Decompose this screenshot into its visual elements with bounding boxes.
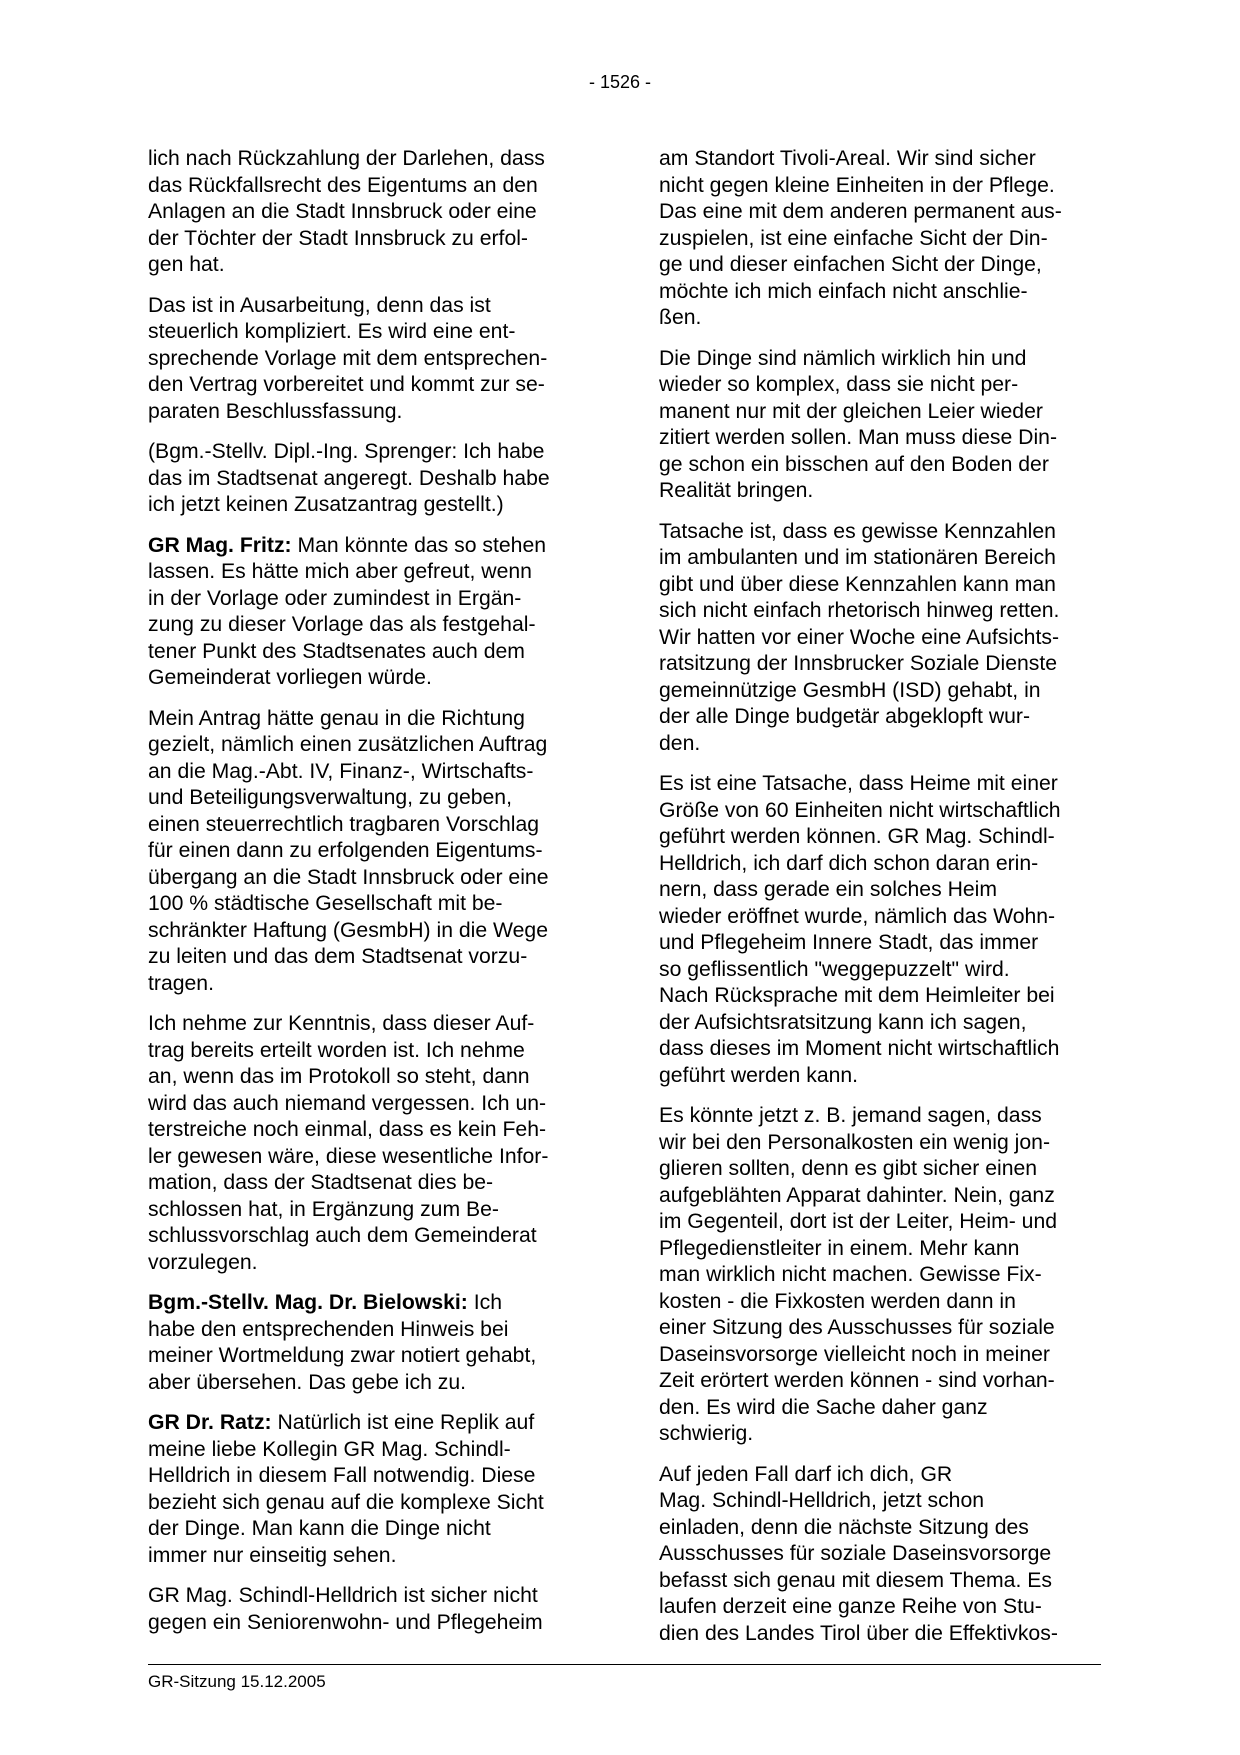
paragraph-line: ge und dieser einfachen Sicht der Dinge, [659,253,1042,276]
paragraph-line: Helldrich in diesem Fall notwendig. Diese [148,1464,536,1487]
paragraph-line: paraten Beschlussfassung. [148,399,403,423]
paragraph [148,293,586,426]
paragraph-line: Helldrich, ich darf dich schon daran erin- [659,851,1039,875]
paragraph-line: Pflegedienstleiter in einem. Mehr kann [659,1236,1020,1260]
paragraph-line: Größe von 60 Einheiten nicht wirtschaftlich [659,798,1061,822]
paragraph-line: kosten - die Fixkosten werden dann in [659,1289,1016,1313]
paragraph-line: schlossen hat, in Ergänzung zum Be- [148,1197,499,1221]
paragraph-line: schlussvorschlag auch dem Gemeinderat [148,1224,537,1247]
paragraph-line: gegen ein Seniorenwohn- und Pflegeheim [148,1610,543,1634]
paragraph-line: schwierig. [659,1422,754,1445]
speaker-name: Bgm.-Stellv. Mag. Dr. Bielowski: [148,1291,468,1314]
paragraph-line: bezieht sich genau auf die komplexe Sicht [148,1490,544,1514]
speaker-text: Natürlich ist eine Replik auf [271,1411,535,1434]
paragraph-line: der Dinge. Man kann die Dinge nicht [148,1517,491,1540]
paragraph-line: geführt werden kann. [659,1063,859,1087]
paragraph-line: Ausschusses für soziale Daseinsvorsorge [659,1542,1052,1565]
paragraph-line: lassen. Es hätte mich aber gefreut, wenn [148,560,532,583]
paragraph-line: terstreiche noch einmal, dass es kein Feh- [148,1118,547,1141]
paragraph-line: Es ist eine Tatsache, dass Heime mit einer [659,772,1058,795]
paragraph-line: das im Stadtsenat angeregt. Deshalb habe [148,466,550,490]
paragraph-line: ßen. [659,306,702,329]
paragraph [148,146,586,279]
paragraph-line: gen hat. [148,253,225,276]
page-number: - 1526 - [588,72,652,92]
paragraph-line: tragen. [148,971,214,995]
paragraph [148,1583,586,1636]
paragraph-line: ich jetzt keinen Zusatzantrag gestellt.) [148,493,504,516]
paragraph-line: für einen dann zu erfolgenden Eigentums- [148,839,543,862]
paragraph-line: und Beteiligungsverwaltung, zu geben, [148,786,512,809]
paragraph-line: Zeit erörtert werden können - sind vorhan- [659,1369,1055,1392]
paragraph-line: meiner Wortmeldung zwar notiert gehabt, [148,1344,537,1367]
paragraph-line: Gemeinderat vorliegen würde. [148,666,432,689]
paragraph-line [148,1290,586,1317]
paragraph-line: manent nur mit der gleichen Leier wieder [659,399,1043,423]
paragraph [659,1103,1097,1448]
paragraph-line: schränkter Haftung (GesmbH) in die Wege [148,918,548,942]
paragraph-line: Wir hatten vor einer Woche eine Aufsichts- [659,625,1059,649]
paragraph [148,706,586,998]
paragraph-line: Tatsache ist, dass es gewisse Kennzahlen [659,519,1056,543]
paragraph [148,1410,586,1569]
paragraph-line: wird das auch niemand vergessen. Ich un- [148,1091,547,1115]
paragraph-line: Ich nehme zur Kenntnis, dass dieser Auf- [148,1012,535,1035]
paragraph-line: den Vertrag vorbereitet und kommt zur se- [148,373,545,396]
paragraph-line: 100 % städtische Gesellschaft mit be- [148,892,503,915]
paragraph-line: glieren sollten, denn es gibt sicher einen [659,1157,1038,1180]
paragraph-line: zitiert werden sollen. Man muss diese Din- [659,426,1058,449]
paragraph-line: und Pflegeheim Innere Stadt, das immer [659,931,1039,954]
paragraph-line: den. [659,731,701,755]
paragraph-line: im ambulanten und im stationären Bereich [659,546,1056,569]
paragraph-line: meine liebe Kollegin GR Mag. Schindl- [148,1437,511,1461]
paragraph-line: wieder eröffnet wurde, nämlich das Wohn- [659,904,1056,928]
paragraph-line: zu leiten und das dem Stadtsenat vorzu- [148,945,528,968]
paragraph-line: Die Dinge sind nämlich wirklich hin und [659,346,1027,370]
footer-session-date: GR-Sitzung 15.12.2005 [148,1672,326,1691]
paragraph-line: der Aufsichtsratsitzung kann ich sagen, [659,1010,1027,1034]
paragraph-line: man wirklich nicht machen. Gewisse Fix- [659,1263,1042,1286]
paragraph-line: gemeinnützige GesmbH (ISD) gehabt, in [659,678,1041,702]
paragraph-line: GR Mag. Schindl-Helldrich ist sicher nicht [148,1584,538,1607]
speaker-name: GR Mag. Fritz: [148,533,292,557]
paragraph-line: einladen, denn die nächste Sitzung des [659,1515,1029,1539]
paragraph [659,146,1097,332]
paragraph [148,439,586,519]
paragraph-line: nicht gegen kleine Einheiten in der Pflege. [659,173,1055,197]
paragraph-line: an die Mag.-Abt. IV, Finanz-, Wirtschafts- [148,759,534,783]
paragraph-line: der alle Dinge budgetär abgeklopft wur- [659,705,1031,728]
paragraph-line: übergang an die Stadt Innsbruck oder eine [148,865,549,889]
paragraph-line: Mein Antrag hätte genau in die Richtung [148,706,525,730]
paragraph [659,519,1097,758]
paragraph-line: Nach Rücksprache mit dem Heimleiter bei [659,984,1055,1007]
paragraph-line: Realität bringen. [659,479,814,502]
paragraph-line: immer nur einseitig sehen. [148,1543,397,1567]
paragraph-line: im Gegenteil, dort ist der Leiter, Heim- und [659,1210,1058,1233]
right-column [659,146,1097,1661]
speaker-name: GR Dr. Ratz: [148,1411,272,1434]
paragraph-line: vorzulegen. [148,1250,258,1274]
paragraph-line: Das ist in Ausarbeitung, denn das ist [148,293,491,317]
paragraph-line: habe den entsprechenden Hinweis bei [148,1317,509,1341]
paragraph-line: Mag. Schindl-Helldrich, jetzt schon [659,1489,985,1512]
paragraph-line: aufgeblähten Apparat dahinter. Nein, ganz [659,1183,1055,1207]
paragraph-line: in der Vorlage oder zumindest in Ergän- [148,586,522,610]
paragraph-line: befasst sich genau mit diesem Thema. Es [659,1568,1052,1592]
paragraph-line: zuspielen, ist eine einfache Sicht der Din- [659,226,1048,250]
paragraph-line: Es könnte jetzt z. B. jemand sagen, dass [659,1104,1042,1127]
paragraph-line: so geflissentlich "weggepuzzelt" wird. [659,957,1010,981]
paragraph-line: Anlagen an die Stadt Innsbruck oder eine [148,200,537,223]
paragraph-line: an, wenn das im Protokoll so steht, dann [148,1065,530,1088]
paragraph-line: Das eine mit dem anderen permanent aus- [659,200,1062,223]
paragraph-line: der Töchter der Stadt Innsbruck zu erfol- [148,226,528,250]
paragraph-line: wir bei den Personalkosten ein wenig jon- [659,1130,1051,1154]
paragraph-line: steuerlich kompliziert. Es wird eine ent- [148,320,516,343]
paragraph-line: Daseinsvorsorge vielleicht noch in meiner [659,1342,1050,1366]
paragraph-line: lich nach Rückzahlung der Darlehen, dass [148,147,545,170]
paragraph-line: einer Sitzung des Ausschusses für soziale [659,1316,1055,1339]
paragraph-line: zung zu dieser Vorlage das als festgehal- [148,613,536,636]
paragraph [148,533,586,692]
paragraph-line: ratsitzung der Innsbrucker Soziale Dienste [659,652,1058,675]
paragraph-line: dien des Landes Tirol über die Effektivkos- [659,1621,1058,1645]
paragraph-line: das Rückfallsrecht des Eigentums an den [148,173,538,197]
paragraph [659,346,1097,505]
paragraph-line: Auf jeden Fall darf ich dich, GR [659,1462,953,1486]
paragraph-line: sprechende Vorlage mit dem entsprechen- [148,346,548,370]
paragraph-line: nern, dass gerade ein solches Heim [659,878,998,901]
paragraph [659,771,1097,1089]
paragraph-line: laufen derzeit eine ganze Reihe von Stu- [659,1595,1042,1618]
paragraph-line: (Bgm.-Stellv. Dipl.-Ing. Sprenger: Ich habe [148,440,545,463]
paragraph-line: den. Es wird die Sache daher ganz [659,1395,988,1419]
speaker-text: Ich [467,1291,502,1314]
paragraph [659,1462,1097,1648]
paragraph-line: aber übersehen. Das gebe ich zu. [148,1370,467,1394]
paragraph-line: einen steuerrechtlich tragbaren Vorschlag [148,812,540,836]
paragraph-line: ge schon ein bisschen auf den Boden der [659,452,1049,476]
paragraph-line: gezielt, nämlich einen zusätzlichen Auftrag [148,733,548,756]
paragraph-line: ler gewesen wäre, diese wesentliche Infor- [148,1144,549,1168]
paragraph [148,1290,586,1396]
paragraph-line: dass dieses im Moment nicht wirtschaftlich [659,1037,1060,1060]
paragraph [148,1011,586,1276]
speaker-text: Man könnte das so stehen [291,533,547,557]
paragraph-line [148,1410,586,1437]
paragraph-line [148,533,586,560]
paragraph-line: geführt werden können. GR Mag. Schindl- [659,825,1055,848]
paragraph-line: sich nicht einfach rhetorisch hinweg retten. [659,599,1060,622]
paragraph-line: tener Punkt des Stadtsenates auch dem [148,639,525,663]
paragraph-line: gibt und über diese Kennzahlen kann man [659,572,1056,596]
footer-divider [148,1664,1101,1665]
paragraph-line: mation, dass der Stadtsenat dies be- [148,1171,494,1194]
paragraph-line: möchte ich mich einfach nicht anschlie- [659,279,1028,303]
left-column [148,146,586,1650]
paragraph-line: wieder so komplex, dass sie nicht per- [659,373,1019,396]
paragraph-line: am Standort Tivoli-Areal. Wir sind sicher [659,147,1036,170]
paragraph-line: trag bereits erteilt worden ist. Ich nehme [148,1038,525,1062]
